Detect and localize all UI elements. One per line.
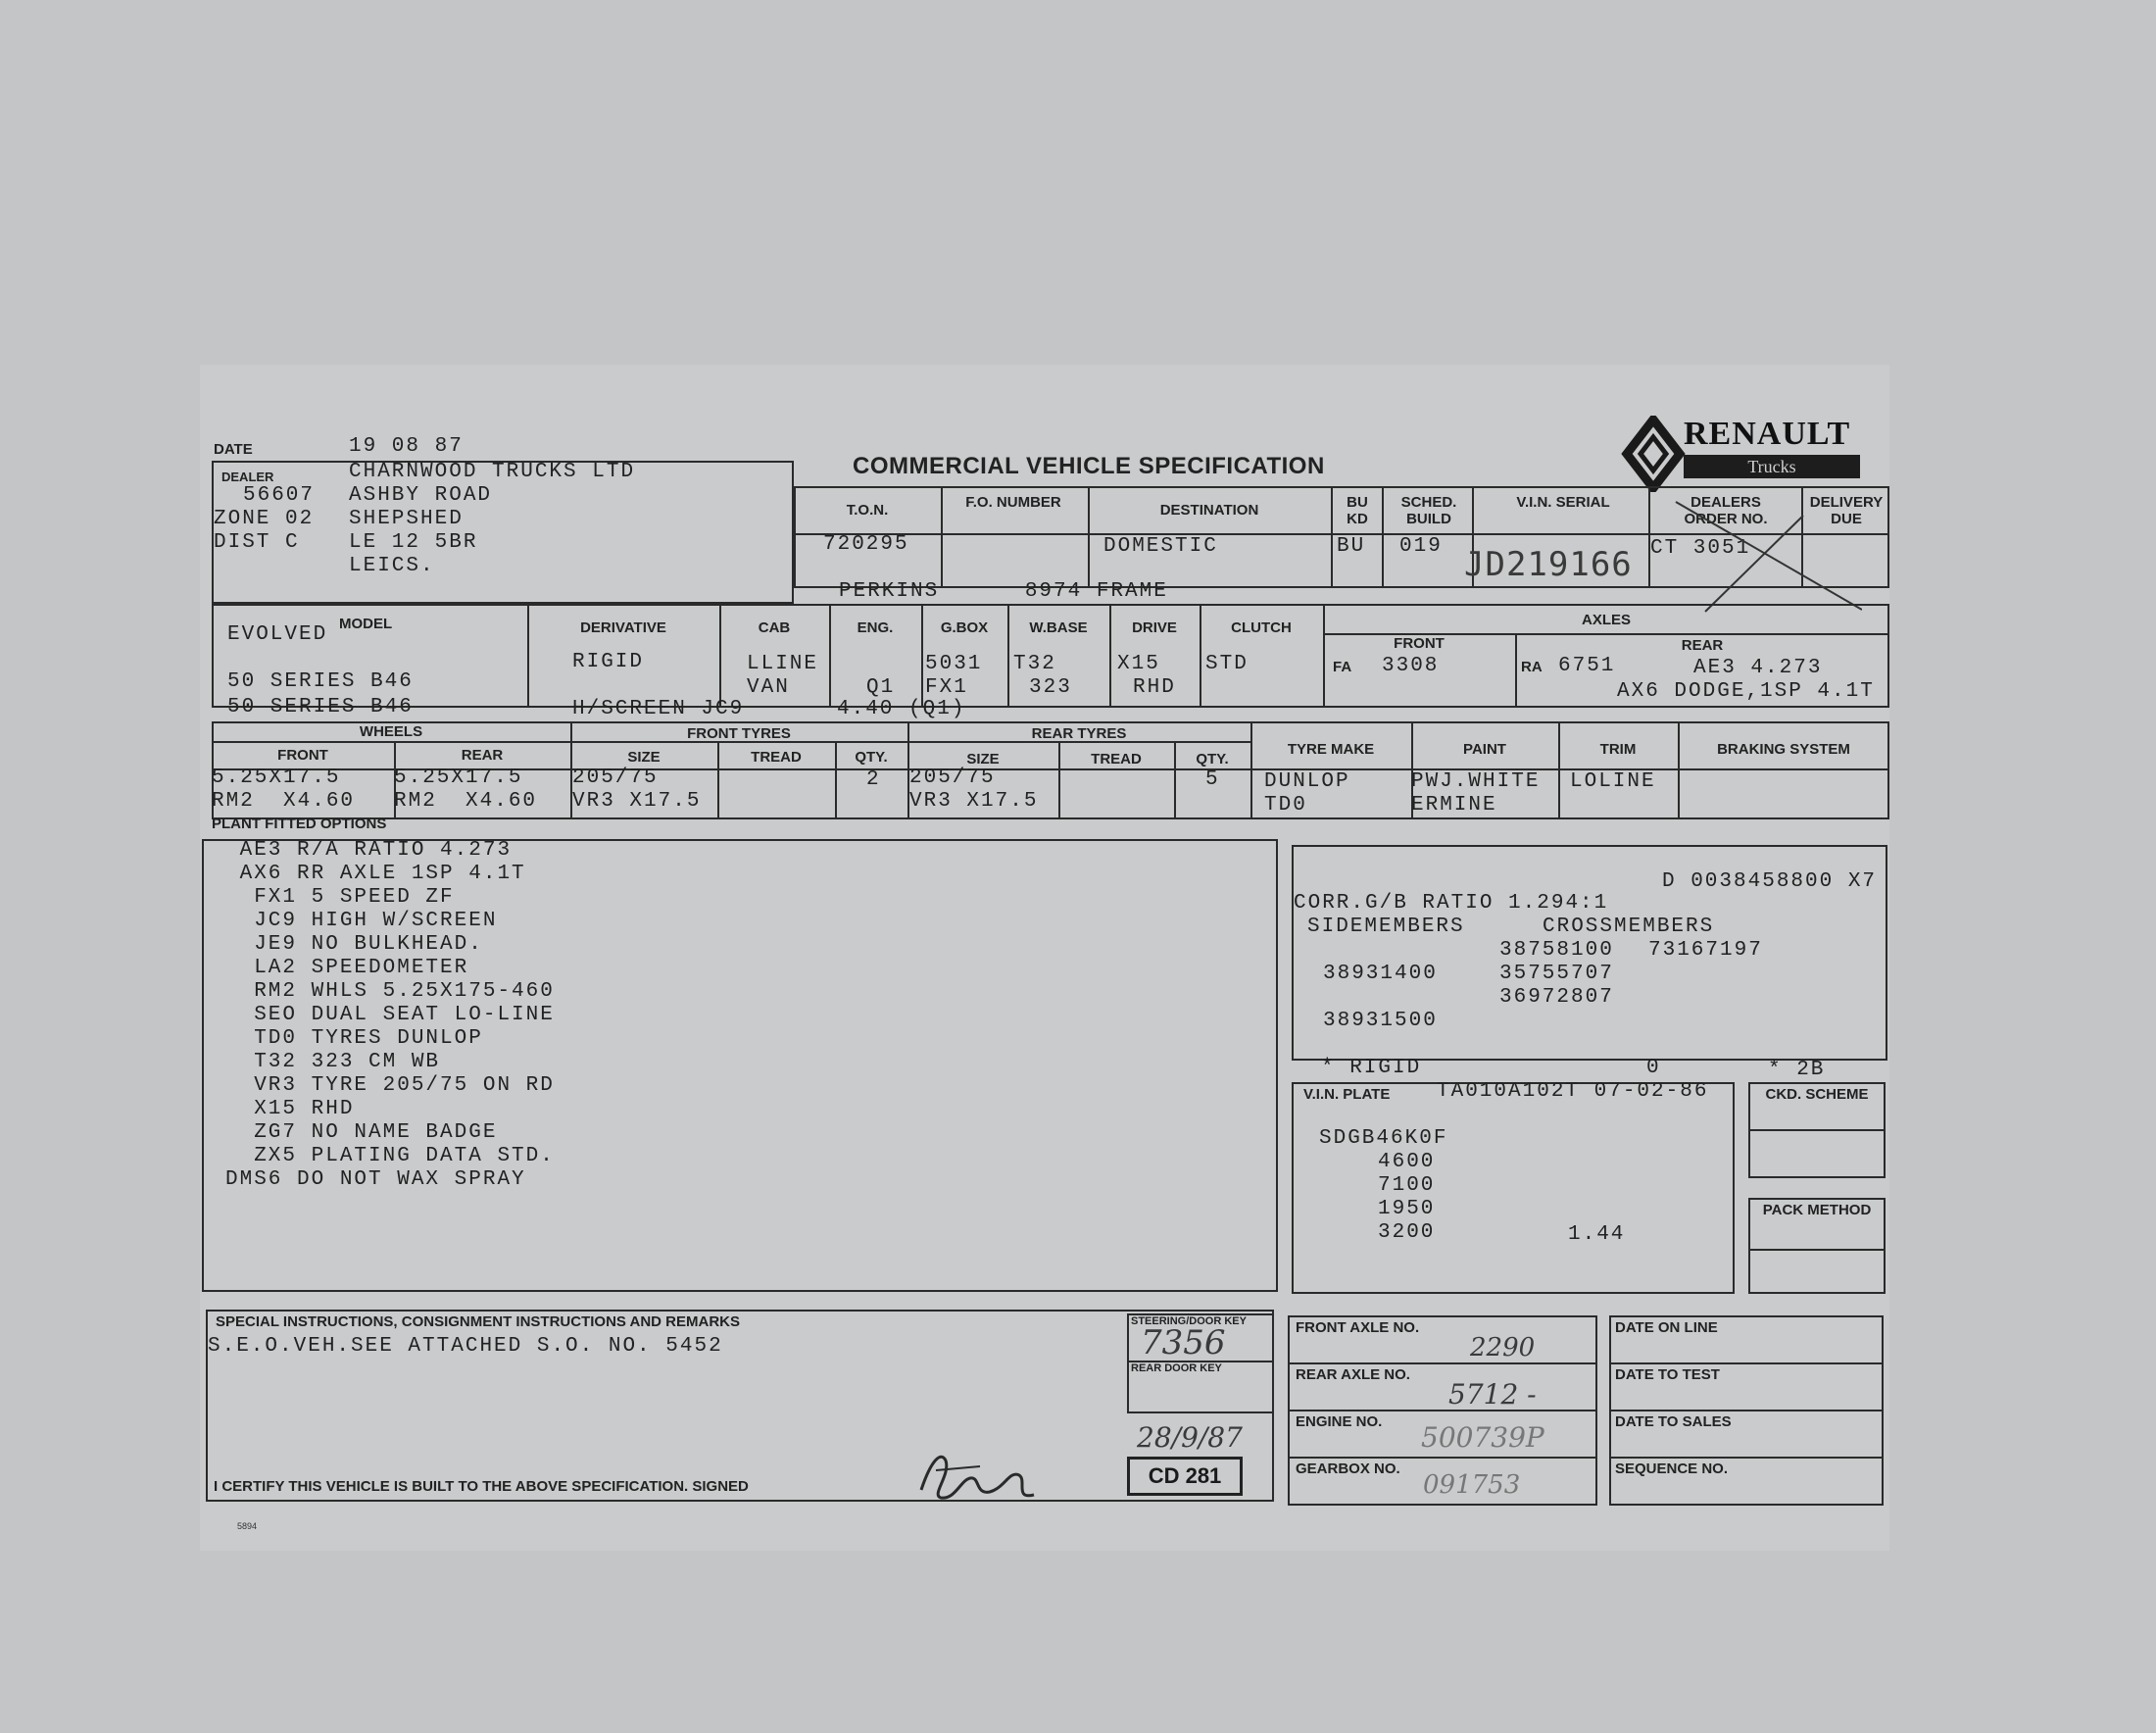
option-item: TD0 TYRES DUNLOP	[225, 1027, 483, 1050]
bukd-value: BU	[1337, 535, 1366, 558]
steering-key-value: 7356	[1141, 1323, 1226, 1362]
delivery-due-header: DELIVERY DUE	[1809, 494, 1884, 527]
renault-diamond-icon	[1619, 416, 1688, 492]
rear-axle-no-label: REAR AXLE NO.	[1296, 1366, 1410, 1383]
vin-plate-line-3: 7100	[1378, 1174, 1436, 1197]
rear-tyre-tread-header: TREAD	[1091, 751, 1142, 767]
ton-header: T.O.N.	[846, 502, 889, 519]
wheels-rear-header: REAR	[461, 747, 504, 764]
sidemember-1: 38931400	[1323, 963, 1438, 985]
gbox-value-1: 5031	[925, 653, 983, 675]
paint-header: PAINT	[1463, 741, 1506, 758]
wbase-value-1: T32	[1013, 653, 1056, 675]
certify-text: I CERTIFY THIS VEHICLE IS BUILT TO THE ABOVE SPECIFICATION. SIGNED	[214, 1478, 749, 1495]
wheels-front-header: FRONT	[277, 747, 328, 764]
option-item: RM2 WHLS 5.25X175-460	[225, 980, 555, 1003]
date-label: DATE	[214, 441, 253, 458]
renault-wordmark: RENAULT	[1684, 416, 1851, 452]
vin-plate-line-4: 1950	[1378, 1198, 1436, 1220]
wheels-header: WHEELS	[359, 723, 423, 740]
rigid-zero: 0	[1646, 1057, 1661, 1079]
front-axle-value: 3308	[1382, 655, 1440, 677]
cab-value-2: VAN	[747, 676, 790, 699]
vin-plate-line-1: SDGB46K0F	[1319, 1127, 1448, 1150]
handwritten-date: 28/9/87	[1137, 1421, 1243, 1454]
date-to-test-label: DATE TO TEST	[1615, 1366, 1720, 1383]
dealers-order-value: CT 3051	[1650, 537, 1751, 560]
rear-axle-code-1: AE3 4.273	[1693, 657, 1823, 679]
front-tyres-header: FRONT TYRES	[687, 725, 791, 742]
crossmember-2: 73167197	[1648, 939, 1763, 962]
front-tyre-qty-header: QTY.	[855, 749, 888, 766]
gearbox-no-label: GEARBOX NO.	[1296, 1461, 1400, 1477]
dealer-address-4: LEICS.	[349, 555, 435, 577]
gbox-header: G.BOX	[940, 619, 989, 636]
crossmember-3: 35755707	[1499, 963, 1614, 985]
fa-prefix: FA	[1333, 659, 1352, 675]
option-item: T32 323 CM WB	[225, 1051, 441, 1073]
options-label: PLANT FITTED OPTIONS	[212, 816, 387, 832]
date-value: 19 08 87	[349, 435, 464, 458]
front-axle-no-value: 2290	[1470, 1333, 1536, 1362]
trim-value: LOLINE	[1570, 770, 1656, 793]
vin-plate-label: V.I.N. PLATE	[1303, 1086, 1391, 1103]
sched-build-header: SCHED. BUILD	[1400, 494, 1457, 527]
clutch-header: CLUTCH	[1231, 619, 1292, 636]
front-tyre-qty: 2	[866, 768, 881, 791]
wbase-header: W.BASE	[1029, 619, 1088, 636]
rear-door-key-label: REAR DOOR KEY	[1131, 1362, 1222, 1374]
rear-tyre-qty-header: QTY.	[1196, 751, 1229, 767]
braking-header: BRAKING SYSTEM	[1717, 741, 1850, 758]
option-item: X15 RHD	[225, 1098, 355, 1120]
model-line-1: 50 SERIES B46	[227, 670, 414, 693]
rigid-2b: * 2B	[1768, 1059, 1826, 1081]
dealers-order-header: DEALERS ORDER NO.	[1684, 494, 1768, 527]
dealer-address-2: SHEPSHED	[349, 508, 464, 530]
drive-value-2: RHD	[1133, 676, 1176, 699]
eng-extra: 4.40 (Q1)	[837, 698, 966, 720]
option-item: AX6 RR AXLE 1SP 4.1T	[225, 863, 526, 885]
vin-plate-line-2: 4600	[1378, 1151, 1436, 1173]
eng-header: ENG.	[857, 619, 894, 636]
options-list	[225, 839, 555, 1192]
date-to-sales-label: DATE TO SALES	[1615, 1413, 1732, 1430]
dealer-address-3: LE 12 5BR	[349, 531, 478, 554]
engine-frame-line: PERKINS 8974 FRAME	[839, 580, 1168, 603]
destination-value: DOMESTIC	[1103, 535, 1218, 558]
renault-logo	[1619, 416, 1864, 492]
wheel-front-1: 5.25X17.5	[212, 767, 341, 789]
special-instructions-label: SPECIAL INSTRUCTIONS, CONSIGNMENT INSTRUCTIONS AND REMARKS	[216, 1313, 741, 1330]
rear-tyre-qty: 5	[1205, 768, 1220, 791]
option-item: VR3 TYRE 205/75 ON RD	[225, 1074, 555, 1097]
option-item: JE9 NO BULKHEAD.	[225, 933, 483, 956]
bukd-header: BU KD	[1347, 494, 1368, 527]
front-tyre-tread-header: TREAD	[751, 749, 802, 766]
crossmembers-label: CROSSMEMBERS	[1543, 916, 1715, 938]
front-tyre-size-2: VR3 X17.5	[572, 790, 702, 813]
eng-value: Q1	[866, 676, 896, 699]
front-axle-no-label: FRONT AXLE NO.	[1296, 1319, 1420, 1336]
trim-header: TRIM	[1599, 741, 1637, 758]
dealer-address-1: ASHBY ROAD	[349, 484, 493, 507]
wheel-rear-2: RM2 X4.60	[394, 790, 538, 813]
derivative-value: RIGID	[572, 651, 645, 673]
engine-no-label: ENGINE NO.	[1296, 1413, 1383, 1430]
option-item: JC9 HIGH W/SCREEN	[225, 910, 498, 932]
fo-number-header: F.O. NUMBER	[965, 494, 1061, 511]
steering-key-label: STEERING/DOOR KEY	[1131, 1315, 1247, 1327]
option-item: DMS6 DO NOT WAX SPRAY	[225, 1168, 526, 1191]
ra-prefix: RA	[1521, 659, 1543, 675]
axles-header: AXLES	[1581, 612, 1631, 628]
vin-serial-value: JD219166	[1464, 545, 1633, 584]
sched-build-value: 019	[1399, 535, 1443, 558]
crossmember-1: 38758100	[1499, 939, 1614, 962]
destination-header: DESTINATION	[1159, 502, 1259, 519]
dealer-code: 56607	[243, 484, 316, 507]
tyre-make-1: DUNLOP	[1264, 770, 1350, 793]
ton-value: 720295	[823, 533, 909, 556]
renault-trucks-badge: Trucks	[1684, 455, 1860, 478]
pack-method-label: PACK METHOD	[1762, 1202, 1872, 1218]
tyre-make-2: TD0	[1264, 794, 1307, 817]
rear-axle-code-2: AX6 DODGE,1SP 4.1T	[1617, 680, 1875, 703]
option-item: ZX5 PLATING DATA STD.	[225, 1145, 555, 1167]
rear-axle-no-value: 5712 -	[1448, 1378, 1537, 1411]
option-item: LA2 SPEEDOMETER	[225, 957, 469, 979]
model-line-2: 50 SERIES B46	[227, 696, 414, 718]
paint-2: ERMINE	[1411, 794, 1497, 817]
frame-code: D 0038458800 X7	[1662, 870, 1878, 893]
vin-plate-line-5: 3200	[1378, 1221, 1436, 1244]
option-item: AE3 R/A RATIO 4.273	[225, 839, 513, 862]
model-top-value: EVOLVED	[227, 623, 328, 646]
vin-plate-extra: 1.44	[1568, 1223, 1626, 1246]
engine-no-value: 500739P	[1421, 1421, 1544, 1454]
wheel-front-2: RM2 X4.60	[212, 790, 356, 813]
signature-mark	[911, 1441, 1049, 1510]
option-item: SEO DUAL SEAT LO-LINE	[225, 1004, 555, 1026]
drive-header: DRIVE	[1132, 619, 1177, 636]
clutch-value: STD	[1205, 653, 1249, 675]
model-header: MODEL	[339, 616, 393, 632]
derivative-extra: H/SCREEN JC9	[572, 698, 745, 720]
front-tyre-size-1: 205/75	[572, 767, 659, 789]
cab-value-1: LLINE	[747, 653, 819, 675]
paint-1: PWJ.WHITE	[1411, 770, 1541, 793]
stamp-badge: CD 281	[1127, 1457, 1243, 1496]
sidemember-2: 38931500	[1323, 1010, 1438, 1032]
form-title: COMMERCIAL VEHICLE SPECIFICATION	[853, 453, 1325, 479]
rear-tyre-size-header: SIZE	[966, 751, 1000, 767]
cab-header: CAB	[758, 619, 791, 636]
dealer-name: CHARNWOOD TRUCKS LTD	[349, 461, 636, 483]
vin-serial-header: V.I.N. SERIAL	[1516, 494, 1610, 511]
gbox-value-2: FX1	[925, 676, 968, 699]
derivative-header: DERIVATIVE	[580, 619, 666, 636]
cross-out-mark	[1666, 496, 1862, 614]
dealer-label: DEALER	[221, 470, 274, 484]
front-tyre-size-header: SIZE	[627, 749, 661, 766]
sidemembers-label: SIDEMEMBERS	[1307, 916, 1465, 938]
option-item: FX1 5 SPEED ZF	[225, 886, 455, 909]
crossmember-4: 36972807	[1499, 986, 1614, 1009]
gearbox-ratio: CORR.G/B RATIO 1.294:1	[1294, 892, 1609, 915]
option-item: ZG7 NO NAME BADGE	[225, 1121, 498, 1144]
rear-tyres-header: REAR TYRES	[1031, 725, 1127, 742]
date-on-line-label: DATE ON LINE	[1615, 1319, 1718, 1336]
ckd-scheme-label: CKD. SCHEME	[1765, 1086, 1869, 1103]
rigid-marker: * RIGID	[1321, 1057, 1422, 1079]
rear-tyre-size-1: 205/75	[909, 767, 996, 789]
front-axle-header: FRONT	[1394, 635, 1445, 652]
rear-axle-value: 6751	[1558, 655, 1616, 677]
sequence-no-label: SEQUENCE NO.	[1615, 1461, 1729, 1477]
form-number: 5894	[237, 1521, 258, 1531]
wheel-rear-1: 5.25X17.5	[394, 767, 523, 789]
vin-plate-value: TA010A102T 07-02-86	[1437, 1080, 1709, 1103]
rear-axle-header: REAR	[1681, 637, 1724, 654]
tyre-make-header: TYRE MAKE	[1287, 741, 1375, 758]
rear-tyre-size-2: VR3 X17.5	[909, 790, 1039, 813]
gearbox-no-value: 091753	[1423, 1470, 1521, 1500]
drive-value-1: X15	[1117, 653, 1160, 675]
wbase-value-2: 323	[1029, 676, 1072, 699]
dealer-zone: ZONE 02	[214, 508, 315, 530]
vin-plate-box	[1292, 1082, 1735, 1294]
special-instructions-text: S.E.O.VEH.SEE ATTACHED S.O. NO. 5452	[208, 1335, 723, 1358]
dealer-dist: DIST C	[214, 531, 300, 554]
